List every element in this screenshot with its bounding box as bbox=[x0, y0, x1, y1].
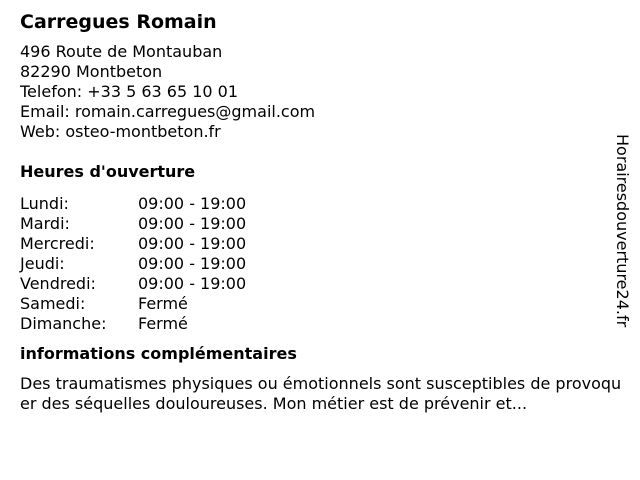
day-label: Jeudi: bbox=[20, 254, 65, 273]
day-label: Mercredi: bbox=[20, 234, 95, 253]
day-label: Mardi: bbox=[20, 214, 70, 233]
day-hours: Fermé bbox=[138, 314, 188, 333]
day-hours: 09:00 - 19:00 bbox=[138, 234, 247, 253]
day-hours: 09:00 - 19:00 bbox=[138, 254, 247, 273]
hours-row-thursday bbox=[20, 254, 246, 274]
address-street: 496 Route de Montauban bbox=[20, 42, 223, 61]
business-card bbox=[20, 10, 622, 414]
hours-row-wednesday bbox=[20, 234, 246, 254]
day-hours: Fermé bbox=[138, 294, 188, 313]
hours-row-friday bbox=[20, 274, 246, 294]
email-line[interactable]: Email: romain.carregues@gmail.com bbox=[20, 102, 316, 121]
phone-line[interactable]: Telefon: +33 5 63 65 10 01 bbox=[20, 82, 239, 101]
day-label: Dimanche: bbox=[20, 314, 107, 333]
hours-row-monday bbox=[20, 194, 246, 214]
day-label: Vendredi: bbox=[20, 274, 96, 293]
web-line[interactable]: Web: osteo-montbeton.fr bbox=[20, 122, 221, 141]
contact-block bbox=[20, 42, 610, 142]
day-hours: 09:00 - 19:00 bbox=[138, 194, 247, 213]
opening-hours-table bbox=[20, 194, 246, 334]
day-hours: 09:00 - 19:00 bbox=[138, 274, 247, 293]
hours-row-saturday bbox=[20, 294, 246, 314]
day-label: Samedi: bbox=[20, 294, 86, 313]
opening-hours-heading: Heures d'ouverture bbox=[20, 162, 196, 181]
additional-info-text: Des traumatismes physiques ou émotionnels sont susceptibles de provoquer des séquelles douloureuses. Mon métier est de prévenir et... bbox=[20, 374, 622, 413]
additional-info-heading: informations complémentaires bbox=[20, 344, 297, 363]
day-hours: 09:00 - 19:00 bbox=[138, 214, 247, 233]
business-name: Carregues Romain bbox=[20, 11, 217, 33]
address-city: 82290 Montbeton bbox=[20, 62, 163, 81]
hours-row-sunday bbox=[20, 314, 246, 334]
day-label: Lundi: bbox=[20, 194, 69, 213]
hours-row-tuesday bbox=[20, 214, 246, 234]
site-brand-label: Horairesdouverture24.fr bbox=[613, 134, 632, 328]
